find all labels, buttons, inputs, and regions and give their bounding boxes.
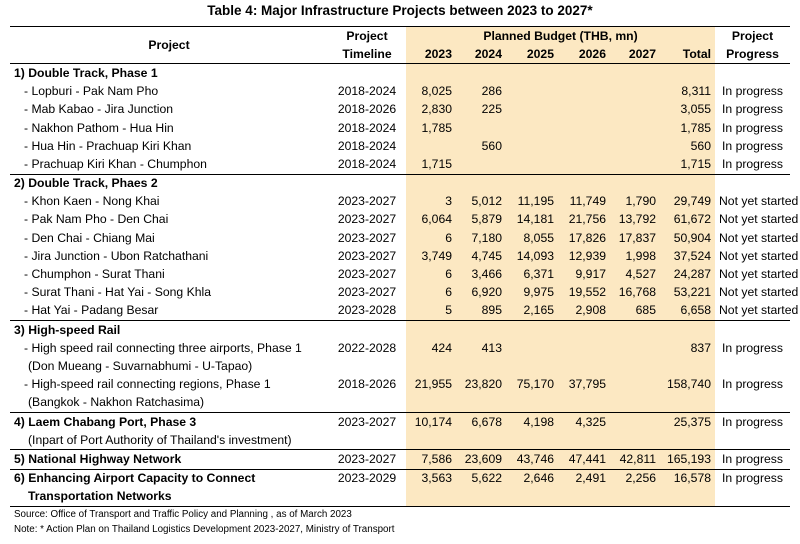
total-cell: 50,904 xyxy=(660,229,715,247)
budget-2025-cell: 4,198 xyxy=(506,412,558,431)
total-cell: 16,578 xyxy=(660,469,715,488)
total-cell xyxy=(660,174,715,193)
budget-2025-cell xyxy=(506,64,558,83)
infrastructure-table xyxy=(10,26,799,507)
budget-2023-cell xyxy=(406,321,456,340)
header-year-2027: 2027 xyxy=(610,45,660,64)
total-cell: 1,715 xyxy=(660,155,715,174)
budget-2023-cell: 3,563 xyxy=(406,469,456,488)
total-cell xyxy=(660,431,715,450)
progress-cell: In progress xyxy=(715,412,790,431)
total-cell xyxy=(660,357,715,375)
project-name: - High speed rail connecting three airports, Phase 1 xyxy=(24,340,302,355)
total-cell: 158,740 xyxy=(660,376,715,394)
progress-cell: Not yet started xyxy=(719,194,799,209)
table-row xyxy=(10,376,790,394)
budget-2024-cell: 225 xyxy=(456,101,506,119)
budget-2024-cell xyxy=(456,64,506,83)
progress-cell: In progress xyxy=(722,120,783,135)
budget-2026-cell: 17,826 xyxy=(558,229,610,247)
progress-cell xyxy=(715,394,790,413)
table-row xyxy=(10,229,790,247)
table-row xyxy=(10,119,790,137)
budget-2027-cell xyxy=(610,357,660,375)
progress-cell xyxy=(715,64,790,83)
table-notes xyxy=(14,508,394,537)
timeline-cell: 2023-2027 xyxy=(328,412,406,431)
project-name: (Inpart of Port Authority of Thailand's investment) xyxy=(28,432,292,447)
timeline-cell: 2018-2024 xyxy=(337,120,397,135)
budget-2023-cell: 21,955 xyxy=(406,376,456,394)
total-cell xyxy=(660,321,715,340)
budget-2025-cell: 14,181 xyxy=(506,211,558,229)
budget-2026-cell: 19,552 xyxy=(558,284,610,302)
budget-2024-cell: 4,745 xyxy=(456,247,506,265)
timeline-cell: 2018-2024 xyxy=(337,138,397,153)
budget-2025-cell xyxy=(506,155,558,174)
timeline-cell: 2023-2027 xyxy=(337,212,397,227)
budget-2024-cell: 5,012 xyxy=(456,193,506,211)
timeline-cell: 2023-2027 xyxy=(337,230,397,245)
budget-2027-cell xyxy=(610,119,660,137)
timeline-cell: 2023-2028 xyxy=(337,303,397,318)
budget-2025-cell: 43,746 xyxy=(506,450,558,469)
header-year-2024: 2024 xyxy=(456,45,506,64)
timeline-cell xyxy=(328,431,406,450)
timeline-cell: 2018-2024 xyxy=(337,156,397,171)
total-cell: 29,749 xyxy=(660,193,715,211)
budget-2023-cell: 6 xyxy=(406,265,456,283)
budget-2024-cell: 23,609 xyxy=(456,450,506,469)
table-row xyxy=(10,302,790,321)
budget-2023-cell: 424 xyxy=(406,339,456,357)
total-cell: 53,221 xyxy=(660,284,715,302)
table-row xyxy=(10,339,790,357)
timeline-cell xyxy=(328,64,406,83)
project-name: - Mab Kabao - Jira Junction xyxy=(24,102,174,117)
progress-cell: In progress xyxy=(722,156,783,171)
footnote: Note: * Action Plan on Thailand Logistics Development 2023-2027, Ministry of Transport xyxy=(14,523,395,535)
timeline-cell: 2018-2026 xyxy=(337,377,397,392)
project-name: - Den Chai - Chiang Mai xyxy=(24,230,155,245)
progress-cell xyxy=(715,321,790,340)
header-year-2026: 2026 xyxy=(558,45,610,64)
budget-2025-cell xyxy=(506,321,558,340)
budget-2023-cell: 1,785 xyxy=(406,119,456,137)
budget-2023-cell: 3,749 xyxy=(406,247,456,265)
header-total: Total xyxy=(660,45,715,64)
table-row xyxy=(10,211,790,229)
project-name: (Bangkok - Nakhon Ratchasima) xyxy=(28,395,205,410)
section-row xyxy=(10,321,790,340)
budget-2025-cell xyxy=(506,339,558,357)
budget-2024-cell: 286 xyxy=(456,83,506,101)
total-cell: 560 xyxy=(660,137,715,155)
table-row xyxy=(10,155,790,174)
progress-cell: In progress xyxy=(722,377,783,392)
budget-2025-cell: 6,371 xyxy=(506,265,558,283)
budget-2026-cell: 2,908 xyxy=(558,302,610,321)
timeline-cell xyxy=(328,357,406,375)
timeline-cell: 2018-2026 xyxy=(337,102,397,117)
budget-2025-cell: 75,170 xyxy=(506,376,558,394)
budget-2025-cell xyxy=(506,174,558,193)
progress-cell: In progress xyxy=(722,84,783,99)
budget-2027-cell: 1,998 xyxy=(610,247,660,265)
project-name: 6) Enhancing Airport Capacity to Connect xyxy=(10,469,328,488)
budget-2024-cell: 413 xyxy=(456,339,506,357)
progress-cell: In progress xyxy=(722,340,783,355)
budget-2027-cell: 17,837 xyxy=(610,229,660,247)
budget-2026-cell xyxy=(558,137,610,155)
project-name: - Hat Yai - Padang Besar xyxy=(24,303,159,318)
timeline-cell: 2023-2027 xyxy=(328,450,406,469)
budget-2025-cell xyxy=(506,431,558,450)
budget-2024-cell xyxy=(456,394,506,413)
progress-cell: Not yet started xyxy=(719,285,799,300)
budget-2026-cell xyxy=(558,321,610,340)
budget-2024-cell: 6,678 xyxy=(456,412,506,431)
budget-2027-cell: 685 xyxy=(610,302,660,321)
budget-2026-cell xyxy=(558,119,610,137)
budget-2026-cell: 47,441 xyxy=(558,450,610,469)
budget-2023-cell: 6 xyxy=(406,229,456,247)
budget-2027-cell xyxy=(610,155,660,174)
budget-2023-cell xyxy=(406,488,456,507)
budget-2027-cell: 42,811 xyxy=(610,450,660,469)
budget-2024-cell xyxy=(456,431,506,450)
table-row xyxy=(10,488,790,507)
budget-2027-cell: 1,790 xyxy=(610,193,660,211)
project-name: - Prachuap Kiri Khan - Chumphon xyxy=(24,156,207,171)
table-row xyxy=(10,284,790,302)
timeline-cell xyxy=(328,394,406,413)
project-name: 4) Laem Chabang Port, Phase 3 xyxy=(10,412,328,431)
progress-cell xyxy=(715,357,790,375)
budget-2025-cell: 11,195 xyxy=(506,193,558,211)
budget-2023-cell: 5 xyxy=(406,302,456,321)
progress-cell: In progress xyxy=(715,469,790,488)
budget-2026-cell xyxy=(558,83,610,101)
timeline-cell: 2018-2024 xyxy=(337,84,397,99)
table-row xyxy=(10,137,790,155)
budget-2027-cell xyxy=(610,488,660,507)
project-name: - Hua Hin - Prachuap Kiri Khan xyxy=(24,138,192,153)
budget-2023-cell: 2,830 xyxy=(406,101,456,119)
timeline-cell xyxy=(328,488,406,507)
table-row xyxy=(10,357,790,375)
table-row xyxy=(10,247,790,265)
budget-2025-cell xyxy=(506,137,558,155)
budget-2024-cell: 6,920 xyxy=(456,284,506,302)
project-name: - Surat Thani - Hat Yai - Song Khla xyxy=(24,285,211,300)
section-row xyxy=(10,469,790,488)
table-body xyxy=(10,64,799,507)
budget-2025-cell: 8,055 xyxy=(506,229,558,247)
budget-2024-cell xyxy=(456,488,506,507)
budget-2025-cell xyxy=(506,119,558,137)
budget-2027-cell xyxy=(610,394,660,413)
budget-2023-cell: 8,025 xyxy=(406,83,456,101)
total-cell: 25,375 xyxy=(660,412,715,431)
budget-2026-cell xyxy=(558,64,610,83)
budget-2024-cell xyxy=(456,357,506,375)
budget-2023-cell xyxy=(406,174,456,193)
project-name: - Khon Kaen - Nong Khai xyxy=(24,194,160,209)
progress-cell: Not yet started xyxy=(719,230,799,245)
project-name: - Lopburi - Pak Nam Pho xyxy=(24,84,159,99)
budget-2027-cell xyxy=(610,339,660,357)
budget-2027-cell xyxy=(610,412,660,431)
budget-2024-cell xyxy=(456,155,506,174)
table-row xyxy=(10,101,790,119)
budget-2023-cell xyxy=(406,64,456,83)
timeline-cell: 2023-2029 xyxy=(328,469,406,488)
progress-cell: Not yet started xyxy=(719,212,799,227)
project-name: 5) National Highway Network xyxy=(10,450,328,469)
header-year-2023: 2023 xyxy=(406,45,456,64)
header-progress-line2: Progress xyxy=(715,45,790,64)
budget-2024-cell: 5,622 xyxy=(456,469,506,488)
budget-2024-cell xyxy=(456,174,506,193)
timeline-cell: 2023-2027 xyxy=(337,248,397,263)
header-timeline-line1: Project xyxy=(328,27,406,46)
budget-2025-cell xyxy=(506,101,558,119)
budget-2025-cell: 2,646 xyxy=(506,469,558,488)
total-cell: 8,311 xyxy=(660,83,715,101)
progress-cell: Not yet started xyxy=(719,267,799,282)
project-name: - Nakhon Pathom - Hua Hin xyxy=(24,120,174,135)
budget-2027-cell xyxy=(610,431,660,450)
budget-2023-cell: 7,586 xyxy=(406,450,456,469)
table-row xyxy=(10,193,790,211)
budget-2027-cell xyxy=(610,376,660,394)
budget-2024-cell: 3,466 xyxy=(456,265,506,283)
budget-2025-cell: 9,975 xyxy=(506,284,558,302)
budget-2024-cell xyxy=(456,321,506,340)
budget-2023-cell xyxy=(406,357,456,375)
budget-2025-cell xyxy=(506,394,558,413)
budget-2025-cell: 14,093 xyxy=(506,247,558,265)
budget-2027-cell xyxy=(610,83,660,101)
budget-2024-cell xyxy=(456,119,506,137)
project-name: - Chumphon - Surat Thani xyxy=(24,267,165,282)
timeline-cell: 2023-2027 xyxy=(337,285,397,300)
budget-2023-cell xyxy=(406,394,456,413)
budget-2023-cell: 1,715 xyxy=(406,155,456,174)
section-row xyxy=(10,64,790,83)
budget-2026-cell xyxy=(558,101,610,119)
timeline-cell xyxy=(328,321,406,340)
project-name: - Jira Junction - Ubon Ratchathani xyxy=(24,248,209,263)
budget-2024-cell: 5,879 xyxy=(456,211,506,229)
budget-2027-cell xyxy=(610,174,660,193)
budget-2027-cell: 4,527 xyxy=(610,265,660,283)
total-cell: 6,658 xyxy=(660,302,715,321)
progress-cell xyxy=(715,488,790,507)
budget-2025-cell xyxy=(506,488,558,507)
budget-2024-cell: 23,820 xyxy=(456,376,506,394)
budget-2026-cell: 37,795 xyxy=(558,376,610,394)
budget-2025-cell xyxy=(506,357,558,375)
budget-2024-cell: 895 xyxy=(456,302,506,321)
header-timeline-line2: Timeline xyxy=(328,45,406,64)
total-cell xyxy=(660,488,715,507)
budget-2027-cell xyxy=(610,64,660,83)
budget-2025-cell: 2,165 xyxy=(506,302,558,321)
table-row xyxy=(10,431,790,450)
header-progress-line1: Project xyxy=(715,27,790,46)
budget-2026-cell xyxy=(558,357,610,375)
timeline-cell: 2022-2028 xyxy=(337,340,397,355)
budget-2023-cell: 6,064 xyxy=(406,211,456,229)
budget-2024-cell: 560 xyxy=(456,137,506,155)
total-cell: 837 xyxy=(660,339,715,357)
budget-2023-cell: 10,174 xyxy=(406,412,456,431)
project-name: Transportation Networks xyxy=(10,488,328,507)
project-name: 2) Double Track, Phaes 2 xyxy=(10,174,328,193)
timeline-cell: 2023-2027 xyxy=(337,267,397,282)
budget-2023-cell: 6 xyxy=(406,284,456,302)
table-row xyxy=(10,394,790,413)
total-cell xyxy=(660,394,715,413)
budget-2027-cell: 16,768 xyxy=(610,284,660,302)
total-cell: 37,524 xyxy=(660,247,715,265)
total-cell: 165,193 xyxy=(660,450,715,469)
budget-2026-cell xyxy=(558,155,610,174)
budget-2027-cell xyxy=(610,321,660,340)
budget-2026-cell: 21,756 xyxy=(558,211,610,229)
total-cell xyxy=(660,64,715,83)
budget-2027-cell xyxy=(610,101,660,119)
budget-2026-cell: 2,491 xyxy=(558,469,610,488)
progress-cell: In progress xyxy=(715,450,790,469)
table-row xyxy=(10,83,790,101)
progress-cell: In progress xyxy=(722,102,783,117)
budget-2026-cell xyxy=(558,394,610,413)
budget-2026-cell: 11,749 xyxy=(558,193,610,211)
budget-2027-cell xyxy=(610,137,660,155)
total-cell: 61,672 xyxy=(660,211,715,229)
budget-2025-cell xyxy=(506,83,558,101)
table-title: Table 4: Major Infrastructure Projects between 2023 to 2027* xyxy=(207,3,593,18)
budget-2024-cell: 7,180 xyxy=(456,229,506,247)
progress-cell: Not yet started xyxy=(719,303,799,318)
budget-2026-cell xyxy=(558,431,610,450)
progress-cell xyxy=(715,431,790,450)
budget-2026-cell xyxy=(558,488,610,507)
budget-2026-cell xyxy=(558,174,610,193)
total-cell: 3,055 xyxy=(660,101,715,119)
project-name: - Pak Nam Pho - Den Chai xyxy=(24,212,169,227)
budget-2026-cell: 4,325 xyxy=(558,412,610,431)
budget-2026-cell xyxy=(558,339,610,357)
project-name: 3) High-speed Rail xyxy=(10,321,328,340)
budget-2027-cell: 13,792 xyxy=(610,211,660,229)
table-row xyxy=(10,265,790,283)
project-name: - High-speed rail connecting regions, Phase 1 xyxy=(24,377,271,392)
budget-2023-cell xyxy=(406,137,456,155)
header-budget: Planned Budget (THB, mn) xyxy=(406,27,715,46)
section-row xyxy=(10,174,790,193)
source-note: Source: Office of Transport and Traffic Policy and Planning , as of March 2023 xyxy=(14,509,352,520)
progress-cell xyxy=(715,174,790,193)
project-name: (Don Mueang - Suvarnabhumi - U-Tapao) xyxy=(28,358,253,373)
timeline-cell: 2023-2027 xyxy=(337,194,397,209)
budget-2026-cell: 9,917 xyxy=(558,265,610,283)
section-row xyxy=(10,450,790,469)
timeline-cell xyxy=(328,174,406,193)
section-row xyxy=(10,412,790,431)
total-cell: 1,785 xyxy=(660,119,715,137)
project-name: 1) Double Track, Phase 1 xyxy=(10,64,328,83)
header-year-2025: 2025 xyxy=(506,45,558,64)
budget-2023-cell xyxy=(406,431,456,450)
budget-2023-cell: 3 xyxy=(406,193,456,211)
progress-cell: Not yet started xyxy=(719,248,799,263)
total-cell: 24,287 xyxy=(660,265,715,283)
budget-2026-cell: 12,939 xyxy=(558,247,610,265)
progress-cell: In progress xyxy=(722,138,783,153)
budget-2027-cell: 2,256 xyxy=(610,469,660,488)
header-project: Project xyxy=(10,27,328,64)
